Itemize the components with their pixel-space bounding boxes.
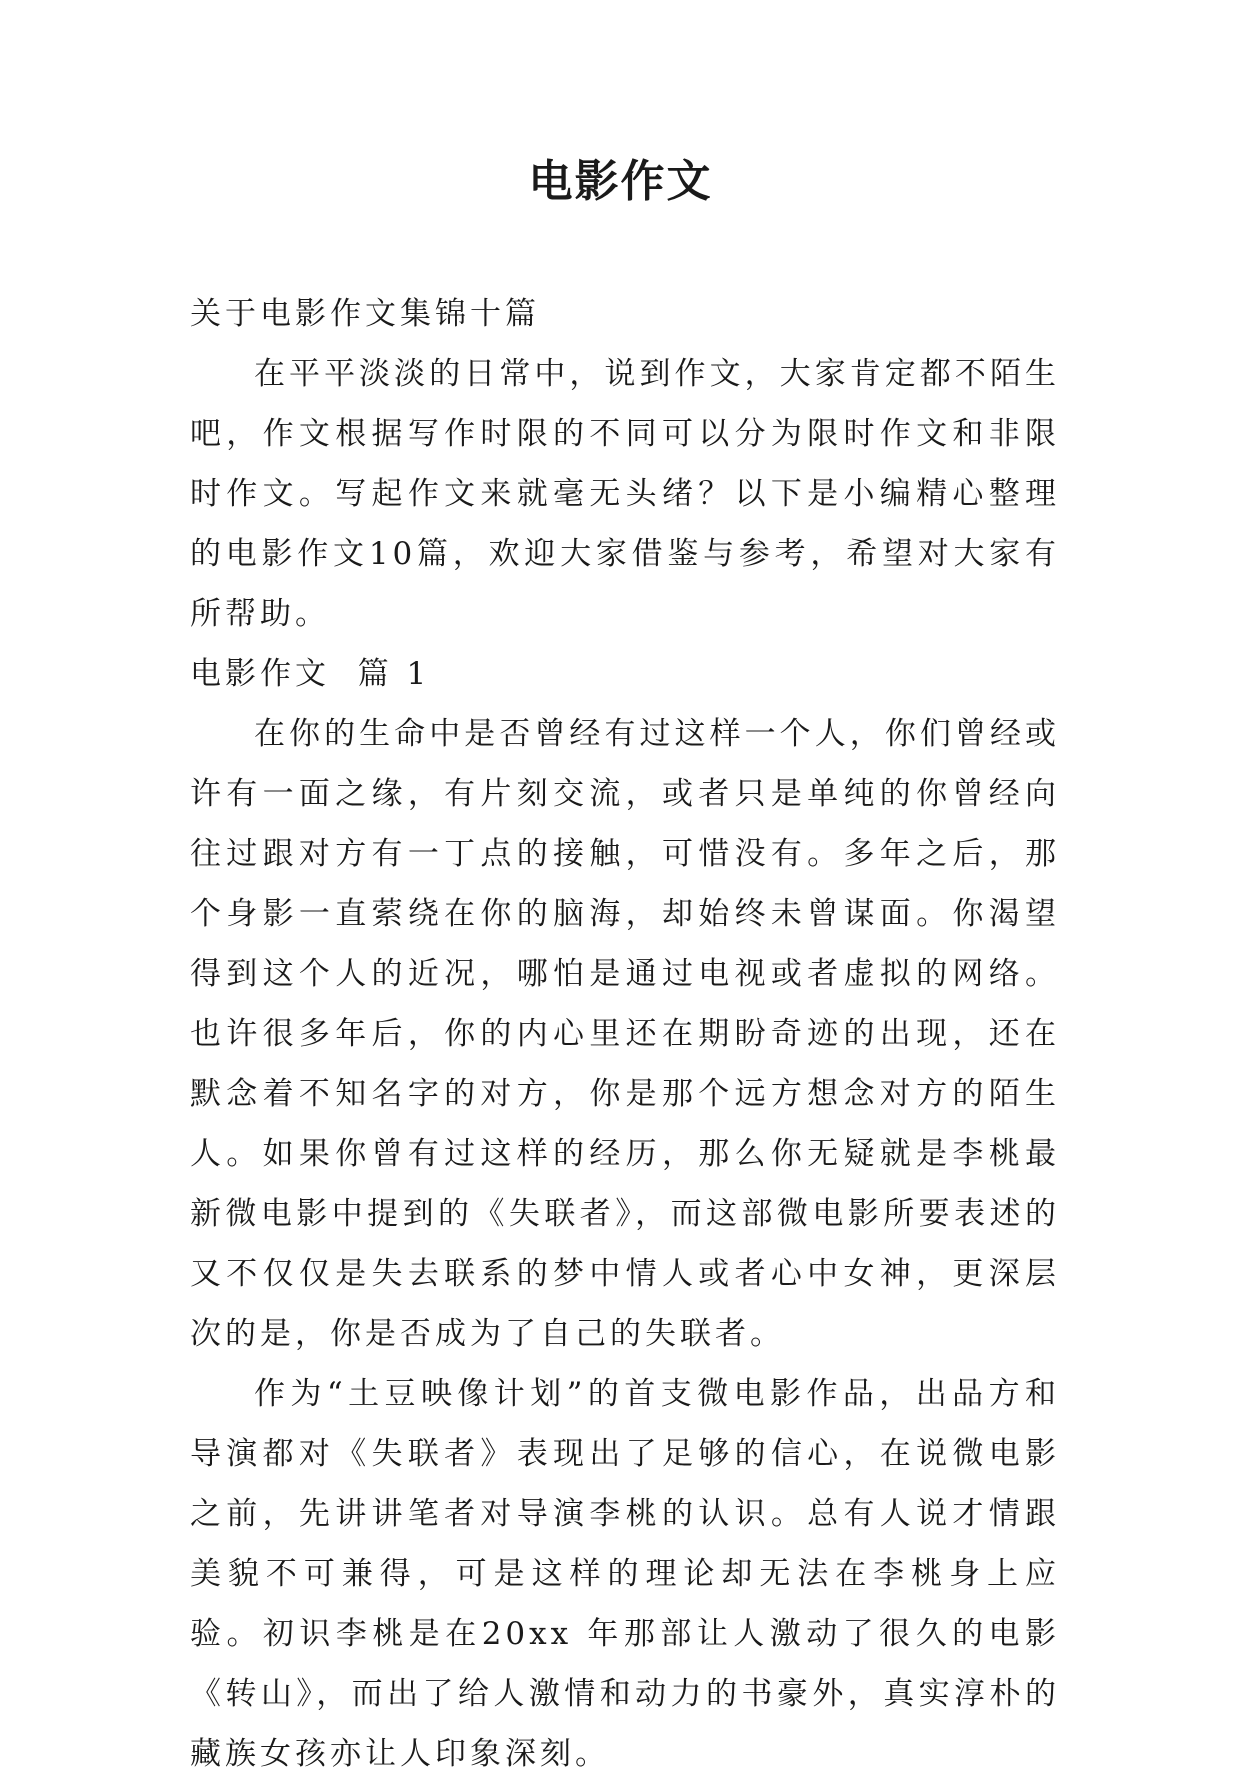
section-heading: 电影作文 篇 1 bbox=[190, 656, 431, 692]
document-title: 电影作文 bbox=[528, 156, 713, 207]
body-paragraph-2: 作为“土豆映像计划”的首支微电影作品，出品方和导演都对《失联者》表现出了足够的信心，在说微电影之前，先讲讲笔者对导演李桃的认识。总有人说才情跟美貌不可兼得，可是这样的理论却无法在李桃身上应验。初识李桃是在20xx 年那部让人激动了很久的电影《转山》，而出了给人激情和动力的书豪外，真实淳朴的藏族女孩亦让人印象深刻。 bbox=[190, 1376, 1060, 1772]
document-subtitle: 关于电影作文集锦十篇 bbox=[190, 296, 540, 332]
intro-paragraph: 在平平淡淡的日常中，说到作文，大家肯定都不陌生吧，作文根据写作时限的不同可以分为限时作文和非限时作文。写起作文来就毫无头绪？以下是小编精心整理的电影作文10篇，欢迎大家借鉴与参考，希望对大家有所帮助。 bbox=[190, 356, 1060, 632]
document-body bbox=[190, 284, 1060, 1784]
body-paragraph-1: 在你的生命中是否曾经有过这样一个人，你们曾经或许有一面之缘，有片刻交流，或者只是单纯的你曾经向往过跟对方有一丁点的接触，可惜没有。多年之后，那个身影一直萦绕在你的脑海，却始终未曾谋面。你渴望得到这个人的近况，哪怕是通过电视或者虚拟的网络。也许很多年后，你的内心里还在期盼奇迹的出现，还在默念着不知名字的对方，你是那个远方想念对方的陌生人。如果你曾有过这样的经历，那么你无疑就是李桃最新微电影中提到的《失联者》，而这部微电影所要表述的又不仅仅是失去联系的梦中情人或者心中女神，更深层次的是，你是否成为了自己的失联者。 bbox=[190, 716, 1060, 1352]
